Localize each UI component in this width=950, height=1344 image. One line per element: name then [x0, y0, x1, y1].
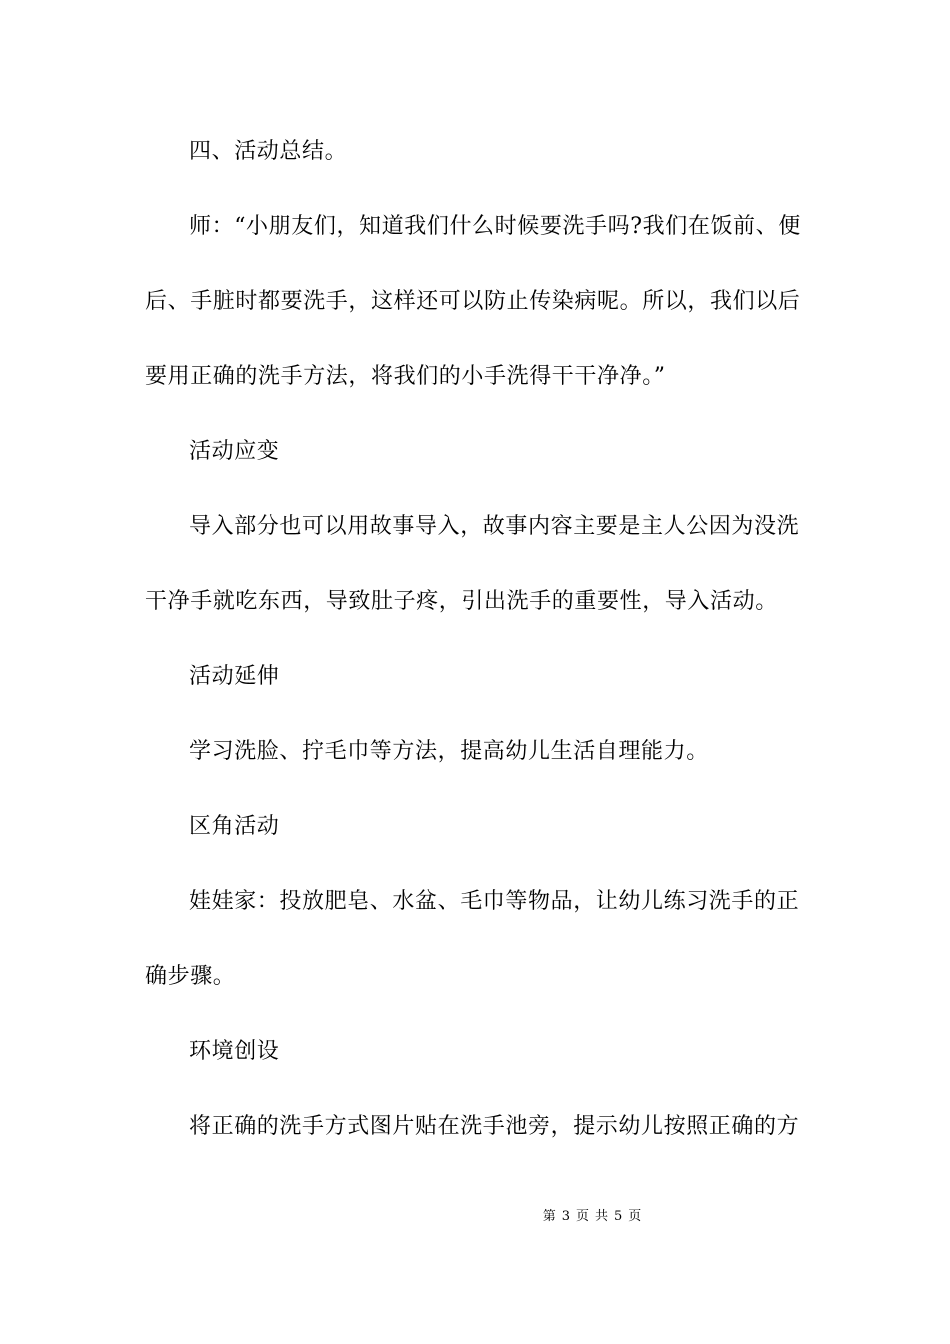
section-heading-corner-activity: 区角活动 — [189, 814, 280, 839]
footer-total-pages: 5 — [614, 1209, 623, 1224]
paragraph-line: 后、手脏时都要洗手，这样还可以防止传染病呢。所以，我们以后 — [145, 289, 801, 314]
section-heading-adaptation: 活动应变 — [189, 439, 280, 464]
section-heading-extension: 活动延伸 — [189, 664, 280, 689]
section-heading-summary: 四、活动总结。 — [189, 139, 348, 164]
footer-total-label: 页 — [628, 1209, 642, 1224]
paragraph-line: 确步骤。 — [145, 964, 236, 989]
footer-prefix: 第 — [542, 1209, 556, 1224]
paragraph-line: 要用正确的洗手方法，将我们的小手洗得干干净净。” — [145, 364, 666, 389]
page-footer — [0, 1208, 950, 1226]
paragraph-line: 导入部分也可以用故事导入，故事内容主要是主人公因为没洗 — [189, 514, 800, 539]
section-heading-environment: 环境创设 — [189, 1039, 280, 1064]
footer-total-prefix: 共 — [595, 1209, 609, 1224]
paragraph-line: 将正确的洗手方式图片贴在洗手池旁，提示幼儿按照正确的方 — [189, 1114, 800, 1139]
footer-current-page: 3 — [561, 1209, 570, 1224]
footer-page-label: 页 — [575, 1209, 589, 1224]
paragraph-line: 干净手就吃东西，导致肚子疼，引出洗手的重要性，导入活动。 — [145, 589, 778, 614]
paragraph-line: 娃娃家：投放肥皂、水盆、毛巾等物品，让幼儿练习洗手的正 — [189, 889, 800, 914]
paragraph-line: 师：“小朋友们，知道我们什么时候要洗手吗?我们在饭前、便 — [189, 214, 801, 239]
paragraph-line: 学习洗脸、拧毛巾等方法，提高幼儿生活自理能力。 — [189, 739, 709, 764]
